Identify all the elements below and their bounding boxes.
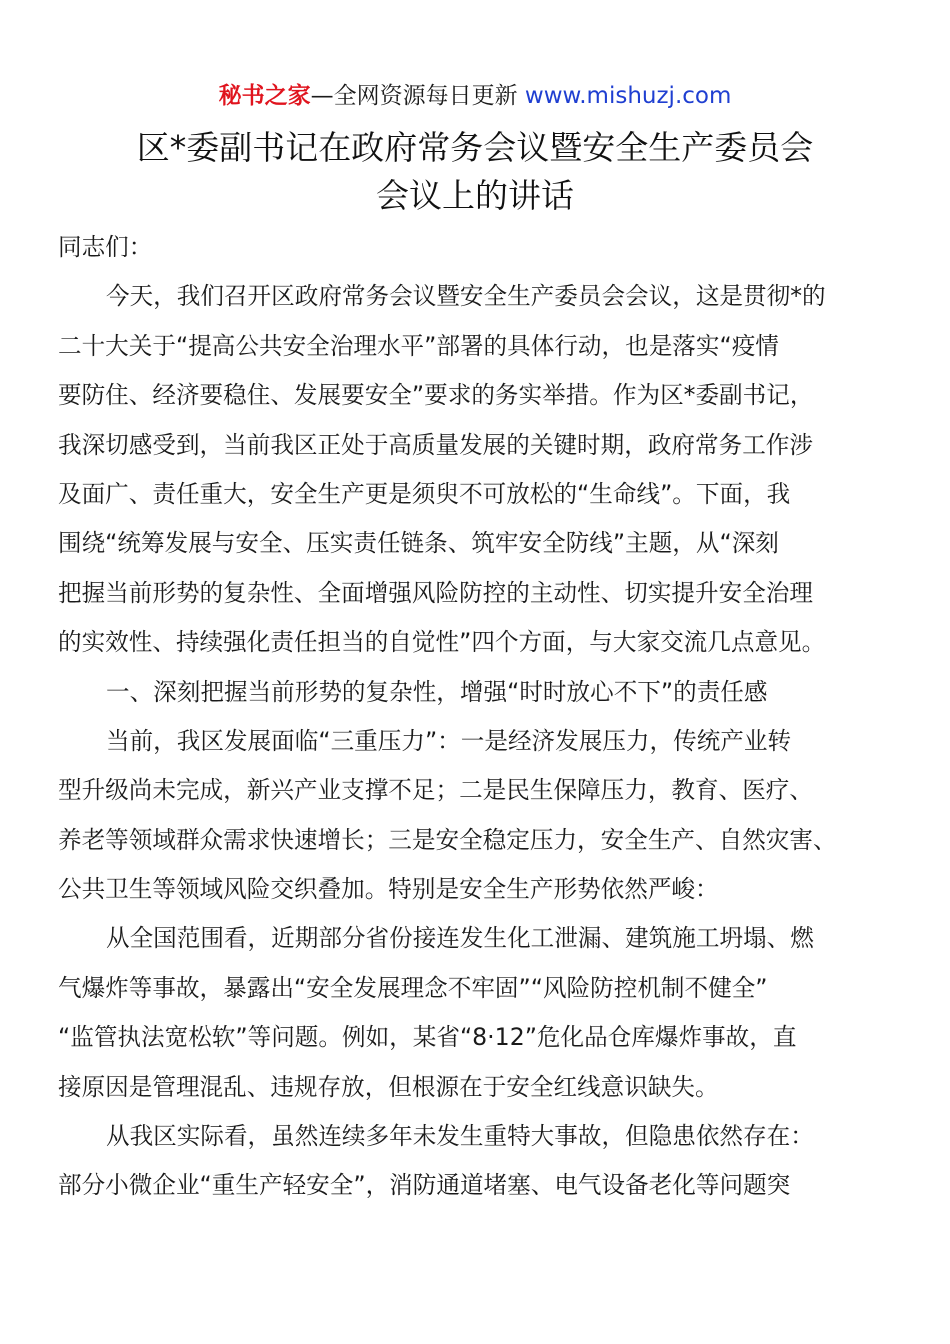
paragraph-line: 我深切感受到，当前我区正处于高质量发展的关键时期，政府常务工作涉 <box>58 430 813 459</box>
site-header <box>0 80 950 112</box>
paragraph-line: 的实效性、持续强化责任担当的自觉性”四个方面，与大家交流几点意见。 <box>58 628 826 657</box>
paragraph-line: 型升级尚未完成，新兴产业支撑不足；二是民生保障压力，教育、医疗、 <box>58 776 813 805</box>
paragraph-line: 围绕“统筹发展与安全、压实责任链条、筑牢安全防线”主题，从“深刻 <box>58 529 779 558</box>
salutation: 同志们： <box>58 233 153 261</box>
paragraph-line: 今天，我们召开区政府常务会议暨安全生产委员会会议，这是贯彻*的 <box>106 282 826 311</box>
document-body <box>58 223 894 1211</box>
site-brand: 秘书之家 <box>218 83 311 109</box>
document-title-line-1: 区*委副书记在政府常务会议暨安全生产委员会 <box>136 128 814 167</box>
paragraph-line: 部分小微企业“重生产轻安全”，消防通道堵塞、电气设备老化等问题突 <box>58 1171 791 1200</box>
paragraph-line: “监管执法宽松软”等问题。例如，某省“8·12”危化品仓库爆炸事故，直 <box>58 1023 797 1052</box>
paragraph-line: 当前，我区发展面临“三重压力”：一是经济发展压力，传统产业转 <box>106 726 792 755</box>
paragraph-line: 二十大关于“提高公共安全治理水平”部署的具体行动，也是落实“疫情 <box>58 331 779 360</box>
site-url-link[interactable]: www.mishuzj.com <box>524 83 732 109</box>
paragraph-line: 接原因是管理混乱、违规存放，但根源在于安全红线意识缺失。 <box>58 1072 719 1101</box>
paragraph-line: 养老等领域群众需求快速增长；三是安全稳定压力，安全生产、自然灾害、 <box>58 825 837 854</box>
paragraph-line: 气爆炸等事故，暴露出“安全发展理念不牢固”“风险防控机制不健全” <box>58 973 768 1002</box>
section-heading: 一、深刻把握当前形势的复杂性，增强“时时放心不下”的责任感 <box>106 677 768 706</box>
paragraph-line: 从我区实际看，虽然连续多年未发生重特大事故，但隐患依然存在： <box>106 1122 814 1151</box>
document-title-line-2: 会议上的讲话 <box>376 176 574 215</box>
site-tagline: —全网资源每日更新 <box>310 83 518 109</box>
paragraph-line: 及面广、责任重大，安全生产更是须臾不可放松的“生命线”。下面，我 <box>58 479 791 508</box>
paragraph-line: 公共卫生等领域风险交织叠加。特别是安全生产形势依然严峻： <box>58 875 719 904</box>
paragraph-line: 要防住、经济要稳住、发展要安全”要求的务实举措。作为区*委副书记， <box>58 381 814 410</box>
paragraph-line: 从全国范围看，近期部分省份接连发生化工泄漏、建筑施工坍塌、燃 <box>106 924 814 953</box>
paragraph-line: 把握当前形势的复杂性、全面增强风险防控的主动性、切实提升安全治理 <box>58 578 813 607</box>
